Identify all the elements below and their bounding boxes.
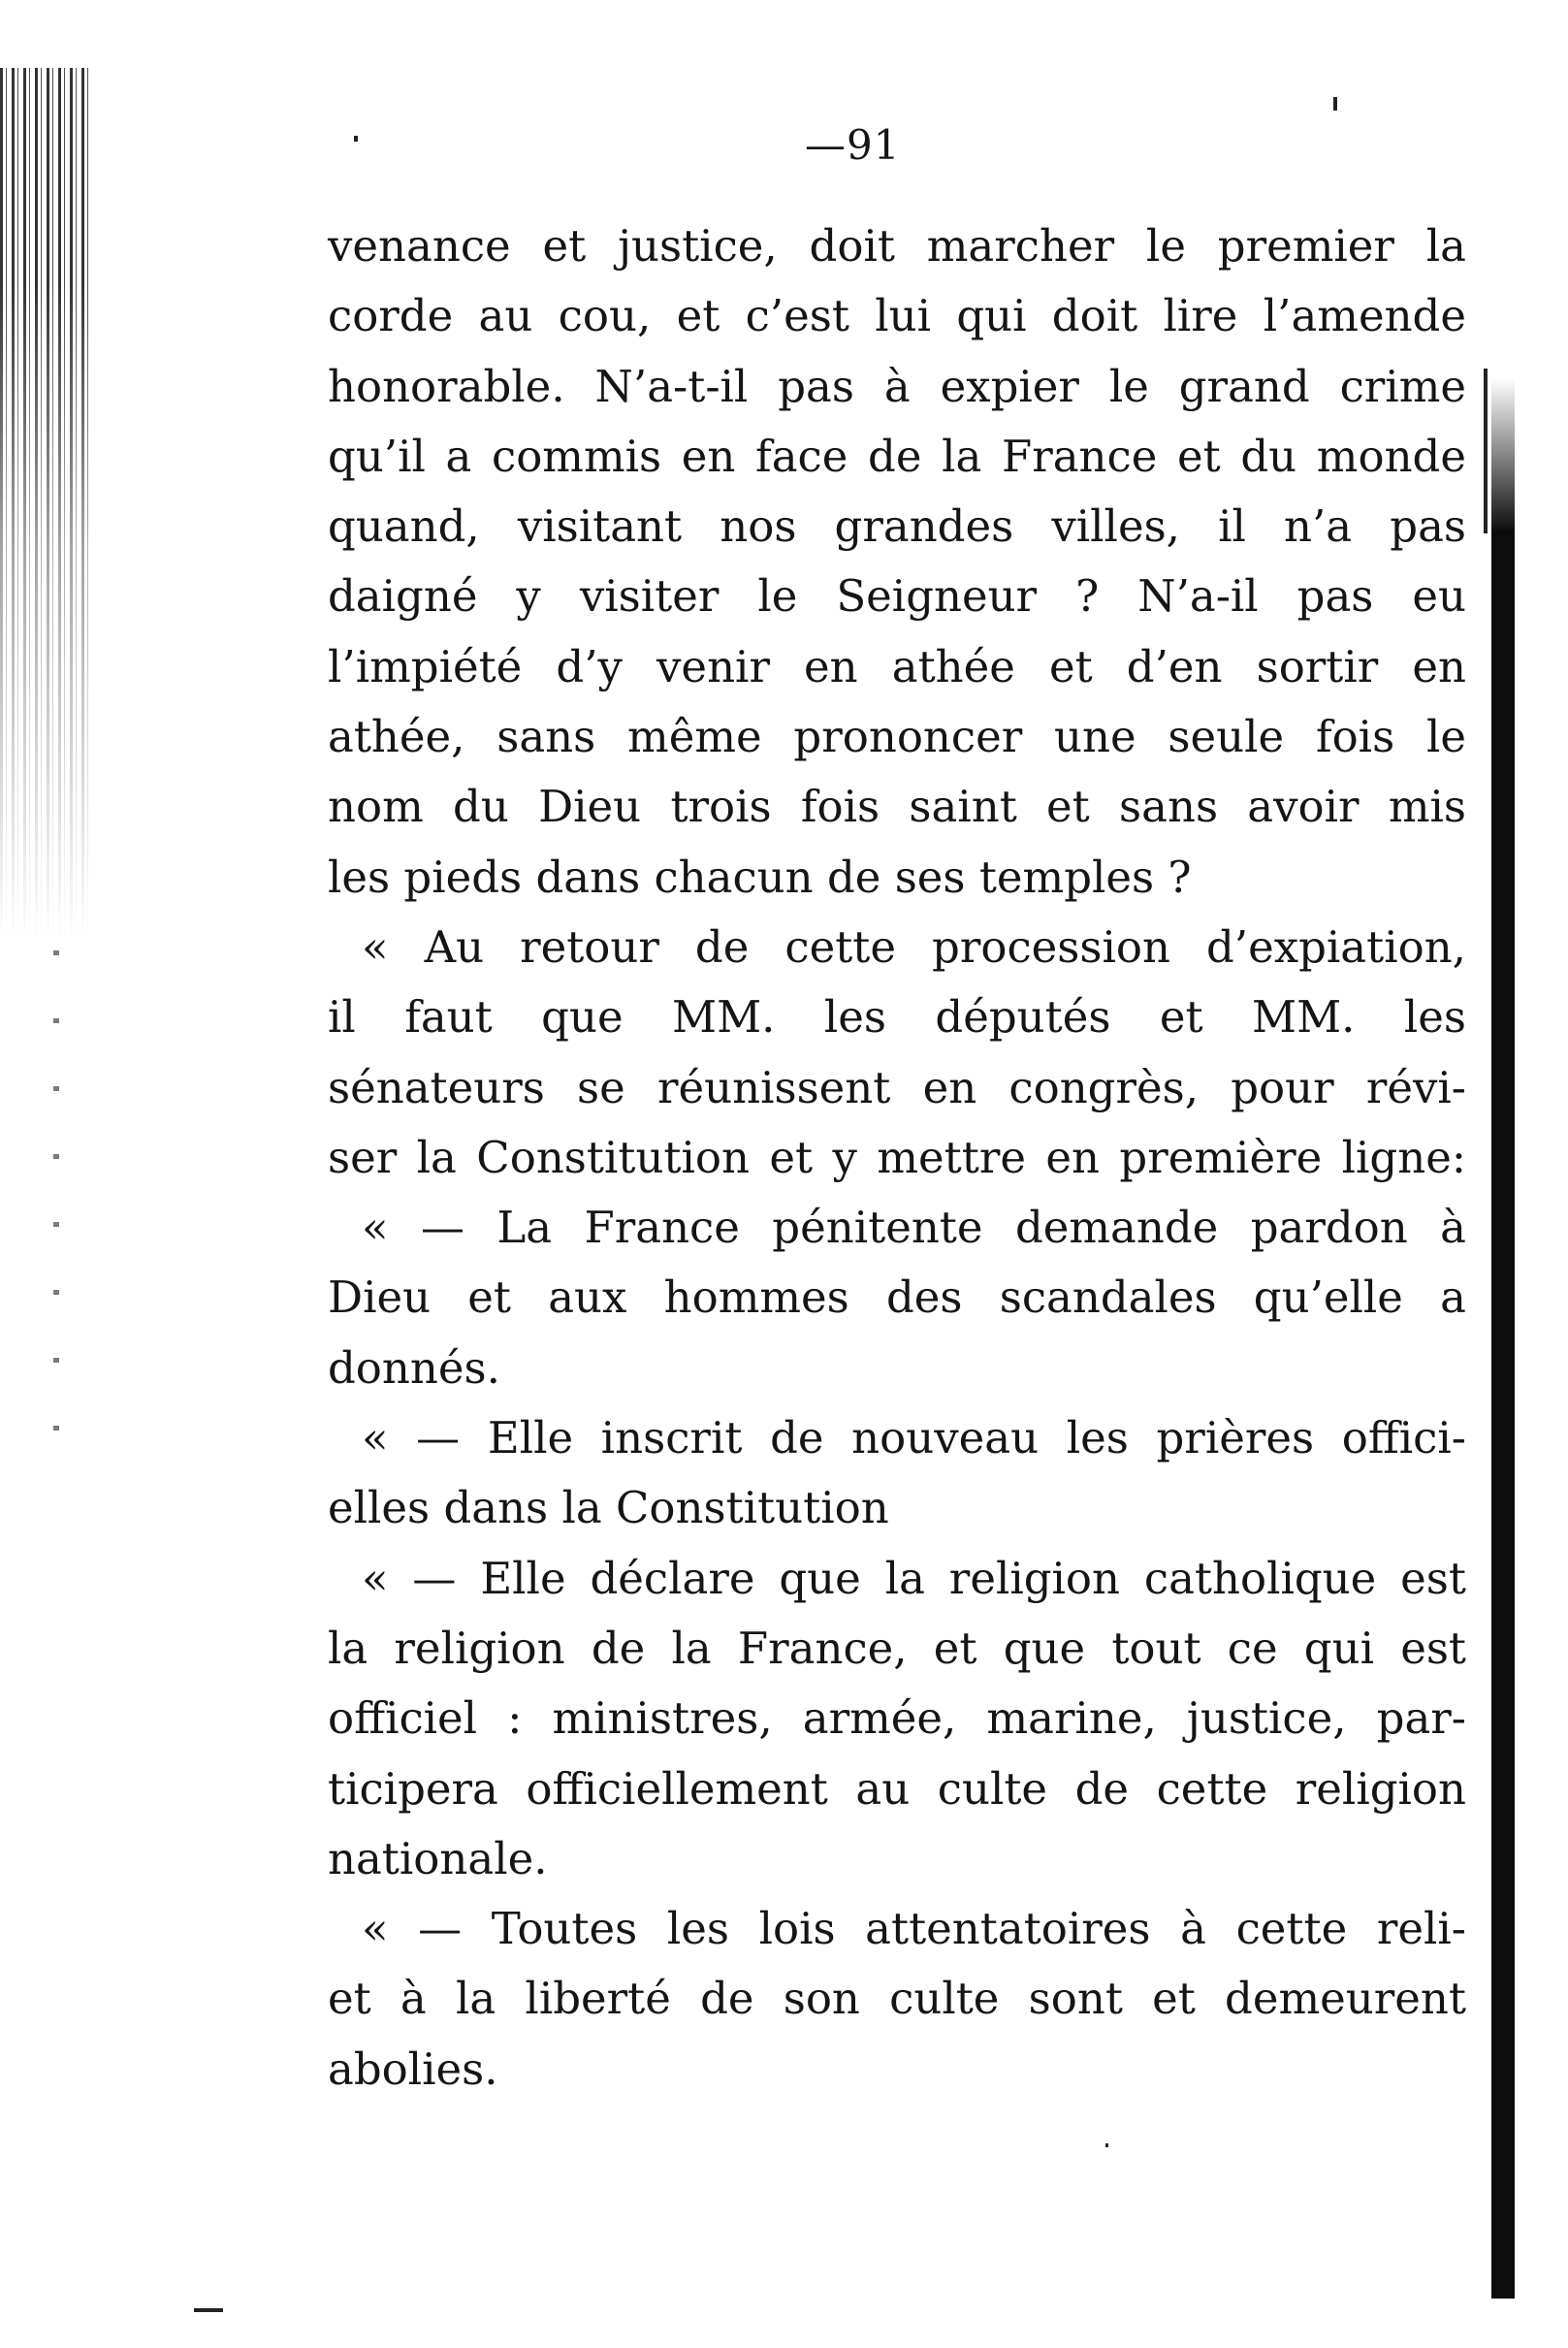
- text-line: « — Elle déclare que la religion catholique est: [362, 1552, 1466, 1604]
- text-line: Dieu et aux hommes des scandales qu’elle a: [328, 1271, 1466, 1324]
- scan-binding-edge: [0, 68, 89, 941]
- ink-speck: [1105, 2143, 1108, 2147]
- text-line: « Au retour de cette procession d’expiation,: [362, 920, 1466, 973]
- scan-right-margin-line: [1484, 369, 1488, 533]
- text-line: ser la Constitution et y mettre en première ligne:: [328, 1131, 1466, 1183]
- text-line: il faut que MM. les députés et MM. les: [328, 991, 1466, 1044]
- text-line: « — Toutes les lois attentatoires à cette reli-: [362, 1903, 1466, 1955]
- text-line: donnés.: [328, 1341, 500, 1394]
- text-line: athée, sans même prononcer une seule fois le: [328, 711, 1466, 763]
- text-line: et à la liberté de son culte sont et demeurent: [328, 1973, 1466, 2025]
- text-line: nom du Dieu trois fois saint et sans avoir mis: [328, 781, 1466, 833]
- text-line: l’impiété d’y venir en athée et d’en sortir en: [328, 640, 1466, 692]
- scan-edge-specks: [53, 950, 59, 1435]
- text-line: ticipera officiellement au culte de cette religion: [328, 1762, 1466, 1815]
- ink-speck: [194, 2308, 223, 2312]
- text-line: abolies.: [328, 2042, 498, 2095]
- text-line: corde au cou, et c’est lui qui doit lire l’amende: [328, 290, 1466, 342]
- ink-speck: [354, 136, 358, 142]
- ink-speck: [1333, 97, 1337, 111]
- text-line: quand, visitant nos grandes villes, il n’a pas: [328, 500, 1466, 553]
- text-line: sénateurs se réunissent en congrès, pour révi-: [328, 1061, 1466, 1113]
- scan-right-edge-shadow: [1491, 378, 1515, 2299]
- text-line: officiel : ministres, armée, marine, justice, par-: [328, 1692, 1466, 1745]
- text-line: « — Elle inscrit de nouveau les prières offici-: [362, 1412, 1466, 1464]
- text-line: nationale.: [328, 1832, 548, 1884]
- text-line: honorable. N’a-t-il pas à expier le grand crime: [328, 360, 1466, 412]
- text-line: elles dans la Constitution: [328, 1482, 889, 1534]
- text-line: « — La France pénitente demande pardon à: [362, 1202, 1466, 1254]
- text-line: la religion de la France, et que tout ce qui est: [328, 1622, 1466, 1674]
- text-line: daigné y visiter le Seigneur ? N’a-il pas eu: [328, 570, 1466, 623]
- text-line: les pieds dans chacun de ses temples ?: [328, 851, 1192, 903]
- body-text: [328, 211, 1466, 2105]
- text-line: venance et justice, doit marcher le premier la: [328, 220, 1466, 272]
- page-number: —91: [805, 121, 901, 169]
- text-line: qu’il a commis en face de la France et du monde: [328, 430, 1466, 482]
